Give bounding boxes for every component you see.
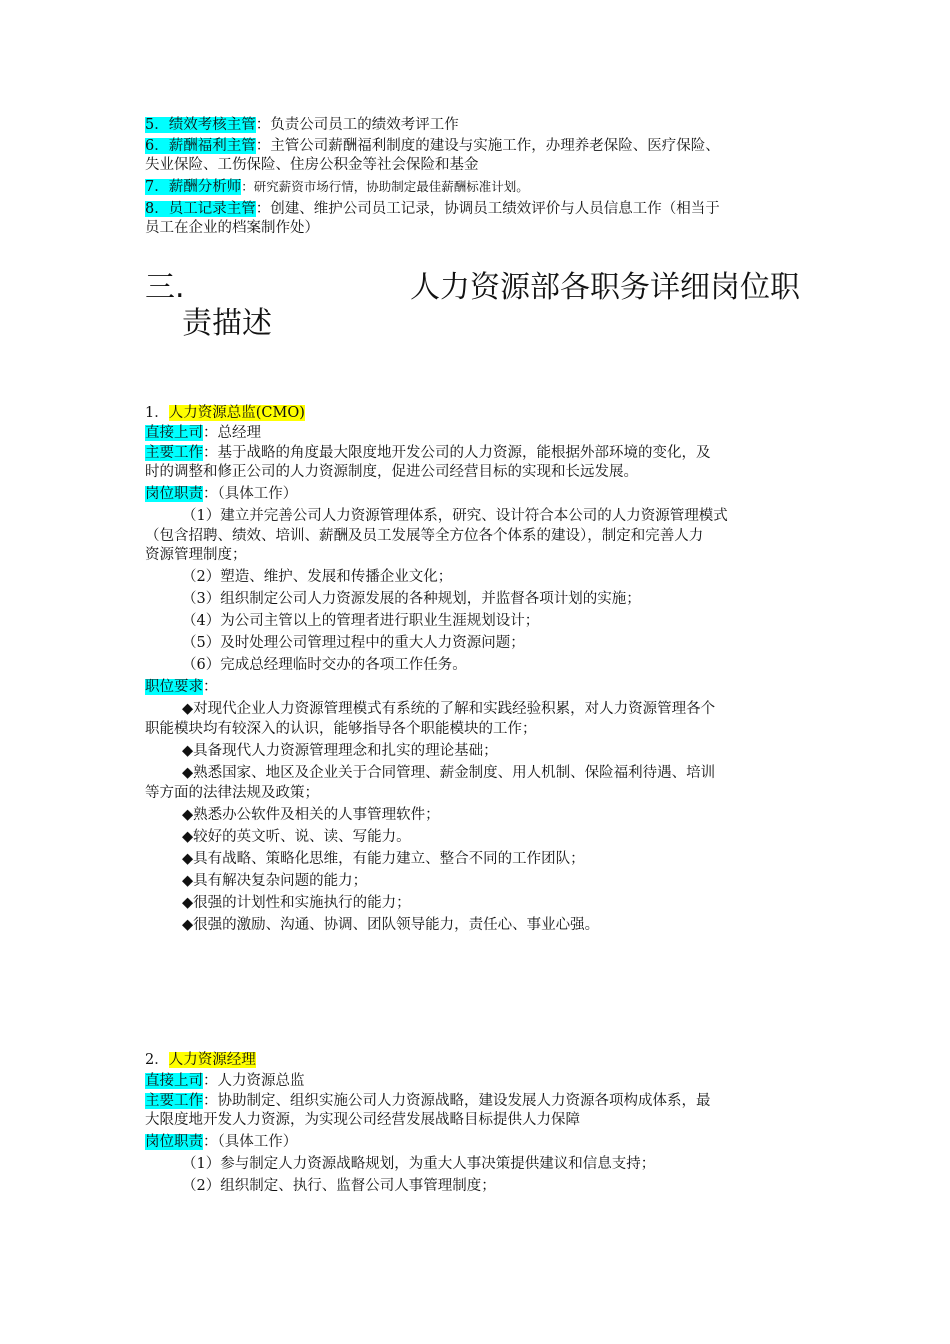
mgr-duty-line: （1）参与制定人力资源战略规划，为重大人事决策提供建议和信息支持；	[182, 1156, 656, 1172]
boss-value: ：人力资源总监	[203, 1073, 305, 1089]
cmo-duty-line: （2）塑造、维护、发展和传播企业文化；	[182, 569, 453, 585]
intro-label: 薪酬福利主管	[168, 138, 256, 154]
cmo-duty-line: （包含招聘、绩效、培训、薪酬及员工发展等全方位各个体系的建设），制定和完善人力	[145, 528, 704, 544]
intro-item-5	[145, 116, 815, 134]
mgr-work-cont: 大限度地开发人力资源，为实现公司经营发展战略目标提供人力保障	[145, 1112, 580, 1128]
boss-label: 直接上司	[145, 425, 203, 441]
cmo-req-line: ◆熟悉办公软件及相关的人事管理软件；	[182, 807, 440, 823]
intro-label-highlight	[145, 201, 256, 217]
cmo-req-line: ◆具有解决复杂问题的能力；	[182, 873, 368, 889]
intro-item-6	[145, 137, 815, 155]
mgr-duty-heading	[145, 1133, 815, 1151]
section-number: 三.	[145, 270, 185, 305]
intro-num: 8．	[145, 201, 169, 217]
intro-label-highlight	[145, 117, 256, 133]
intro-label: 绩效考核主管	[168, 117, 256, 133]
cmo-req-line: 职能模块均有较深入的认识，能够指导各个职能模块的工作；	[145, 721, 537, 737]
mgr-num: 2．	[145, 1052, 169, 1068]
intro-text: ：创建、维护公司员工记录，协调员工绩效评价与人员信息工作（相当于	[255, 201, 720, 217]
cmo-req-line: 等方面的法律法规及政策；	[145, 785, 319, 801]
intro-label: 薪酬分析师	[168, 179, 242, 195]
cmo-duty-line: （5）及时处理公司管理过程中的重大人力资源问题；	[182, 635, 525, 651]
intro-num: 5．	[145, 117, 169, 133]
cmo-req-line: ◆很强的激励、沟通、协调、团队领导能力，责任心、事业心强。	[182, 917, 600, 933]
cmo-title: 人力资源总监(CMO)	[168, 405, 305, 421]
duty-label: 岗位职责	[145, 1134, 203, 1150]
intro-text: ：负责公司员工的绩效考评工作	[255, 117, 459, 133]
intro-num: 7．	[145, 179, 169, 195]
cmo-req-line: ◆具有战略、策略化思维，有能力建立、整合不同的工作团队；	[182, 851, 585, 867]
cmo-duty-line: 资源管理制度；	[145, 547, 247, 563]
mgr-work	[145, 1092, 815, 1110]
intro-item-7	[145, 178, 815, 196]
work-label: 主要工作	[145, 1093, 203, 1109]
cmo-heading	[145, 404, 815, 422]
intro-text: ：研究薪资市场行情，协助制定最佳薪酬标准计划。	[241, 179, 529, 194]
intro-label-highlight	[145, 179, 241, 195]
intro-num: 6．	[145, 138, 169, 154]
intro-item-8-cont: 员工在企业的档案制作处）	[145, 220, 319, 236]
cmo-work-cont: 时的调整和修正公司的人力资源制度，促进公司经营目标的实现和长远发展。	[145, 464, 638, 480]
work-label: 主要工作	[145, 445, 203, 461]
duty-suffix: ：（具体工作）	[203, 1134, 298, 1150]
section-title-line1: 人力资源部各职务详细岗位职	[410, 270, 800, 305]
mgr-title: 人力资源经理	[168, 1052, 256, 1068]
cmo-req-line: ◆熟悉国家、地区及企业关于合同管理、薪金制度、用人机制、保险福利待遇、培训	[182, 765, 716, 781]
cmo-boss	[145, 424, 815, 442]
intro-item-6-cont: 失业保险、工伤保险、住房公积金等社会保险和基金	[145, 157, 479, 173]
mgr-duty-line: （2）组织制定、执行、监督公司人事管理制度；	[182, 1178, 496, 1194]
cmo-work	[145, 444, 815, 462]
duty-suffix: ：（具体工作）	[203, 486, 298, 502]
cmo-req-heading	[145, 678, 815, 696]
req-suffix: ：	[203, 679, 218, 695]
mgr-heading	[145, 1051, 815, 1069]
section-title-line2: 责描述	[182, 306, 272, 341]
mgr-boss	[145, 1072, 815, 1090]
cmo-req-line: ◆对现代企业人力资源管理模式有系统的了解和实践经验积累，对人力资源管理各个	[182, 701, 716, 717]
work-text: ：基于战略的角度最大限度地开发公司的人力资源，能根据外部环境的变化，及	[203, 445, 711, 461]
boss-value: ：总经理	[203, 425, 261, 441]
cmo-duty-line: （4）为公司主管以上的管理者进行职业生涯规划设计；	[182, 613, 540, 629]
cmo-duty-line: （6）完成总经理临时交办的各项工作任务。	[182, 657, 467, 673]
cmo-req-line: ◆较好的英文听、说、读、写能力。	[182, 829, 411, 845]
cmo-req-line: ◆具备现代人力资源管理理念和扎实的理论基础；	[182, 743, 498, 759]
cmo-req-line: ◆很强的计划性和实施执行的能力；	[182, 895, 411, 911]
work-text: ：协助制定、组织实施公司人力资源战略，建设发展人力资源各项构成体系，最	[203, 1093, 711, 1109]
intro-text: ：主管公司薪酬福利制度的建设与实施工作，办理养老保险、医疗保险、	[255, 138, 720, 154]
cmo-duty-heading	[145, 485, 815, 503]
intro-label-highlight	[145, 138, 256, 154]
boss-label: 直接上司	[145, 1073, 203, 1089]
cmo-duty-line: （1）建立并完善公司人力资源管理体系，研究、设计符合本公司的人力资源管理模式	[182, 508, 728, 524]
cmo-num: 1．	[145, 405, 169, 421]
cmo-duty-line: （3）组织制定公司人力资源发展的各种规划，并监督各项计划的实施；	[182, 591, 641, 607]
intro-item-8	[145, 200, 815, 218]
duty-label: 岗位职责	[145, 486, 203, 502]
req-label: 职位要求	[145, 679, 203, 695]
intro-label: 员工记录主管	[168, 201, 256, 217]
